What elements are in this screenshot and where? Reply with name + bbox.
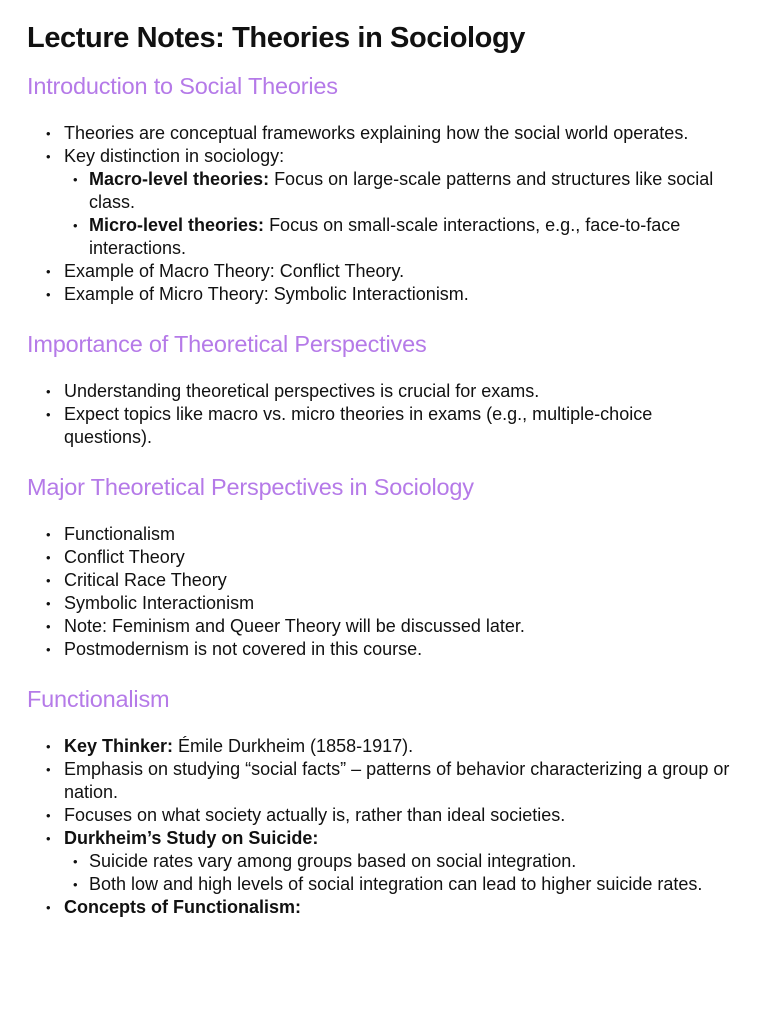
sub-bullet-item: [64, 214, 742, 260]
bullet-text: Focus on small-scale interactions, e.g., face-to-face interactions.: [89, 215, 681, 258]
bullet-text: Expect topics like macro vs. micro theories in exams (e.g., multiple-choice questions).: [64, 404, 653, 447]
bullet-item: [27, 592, 742, 615]
bullet-text: Functionalism: [64, 524, 176, 544]
bullet-item: [27, 615, 742, 638]
sub-bullet-item: [64, 873, 742, 896]
bullet-text: Focuses on what society actually is, rather than ideal societies.: [64, 805, 566, 825]
bullet-item: [27, 260, 742, 283]
bullet-bold-label: Macro-level theories:: [89, 169, 270, 189]
bullet-item: [27, 638, 742, 661]
bullet-text: Focus on large-scale patterns and structures like social class.: [89, 169, 714, 212]
bullet-text: Critical Race Theory: [64, 570, 227, 590]
section-heading: Major Theoretical Perspectives in Sociology: [27, 474, 474, 500]
bullet-item: [27, 827, 742, 896]
bullet-list: [27, 735, 742, 919]
bullet-item: [27, 145, 742, 260]
sub-bullet-item: [64, 850, 742, 873]
section-heading: Importance of Theoretical Perspectives: [27, 331, 427, 357]
bullet-text: Conflict Theory: [64, 547, 185, 567]
bullet-text: Note: Feminism and Queer Theory will be discussed later.: [64, 616, 525, 636]
section-heading: Introduction to Social Theories: [27, 73, 338, 99]
bullet-item: [27, 569, 742, 592]
page-title: Lecture Notes: Theories in Sociology: [27, 22, 526, 54]
bullet-item: [27, 735, 742, 758]
bullet-text: Émile Durkheim (1858-1917).: [173, 736, 414, 756]
bullet-text: Theories are conceptual frameworks explaining how the social world operates.: [64, 123, 689, 143]
bullet-text: Postmodernism is not covered in this course.: [64, 639, 423, 659]
bullet-text: Example of Micro Theory: Symbolic Interactionism.: [64, 284, 469, 304]
bullet-bold-label: Micro-level theories:: [89, 215, 265, 235]
bullet-item: [27, 283, 742, 306]
section-heading: Functionalism: [27, 686, 170, 712]
bullet-item: [27, 546, 742, 569]
bullet-item: [27, 804, 742, 827]
bullet-list: [27, 122, 742, 306]
bullet-text: Example of Macro Theory: Conflict Theory.: [64, 261, 405, 281]
bullet-item: [27, 122, 742, 145]
bullet-bold-label: Key Thinker:: [64, 736, 174, 756]
bullet-list: [27, 523, 742, 661]
sub-bullet-list: [64, 168, 742, 260]
bullet-text: Emphasis on studying “social facts” – patterns of behavior characterizing a group or nation.: [64, 759, 730, 802]
bullet-text: Symbolic Interactionism: [64, 593, 255, 613]
bullet-item: [27, 380, 742, 403]
bullet-bold-label: Durkheim’s Study on Suicide:: [64, 828, 319, 848]
bullet-item: [27, 758, 742, 804]
bullet-text: Understanding theoretical perspectives is crucial for exams.: [64, 381, 540, 401]
bullet-bold-label: Concepts of Functionalism:: [64, 897, 302, 917]
bullet-item: [27, 523, 742, 546]
bullet-text: Both low and high levels of social integration can lead to higher suicide rates.: [89, 874, 703, 894]
bullet-text: Key distinction in sociology:: [64, 146, 285, 166]
sub-bullet-item: [64, 168, 742, 214]
sections-container: [27, 73, 742, 919]
bullet-list: [27, 380, 742, 449]
sub-bullet-list: [64, 850, 742, 896]
bullet-item: [27, 896, 742, 919]
bullet-item: [27, 403, 742, 449]
bullet-text: Suicide rates vary among groups based on social integration.: [89, 851, 577, 871]
